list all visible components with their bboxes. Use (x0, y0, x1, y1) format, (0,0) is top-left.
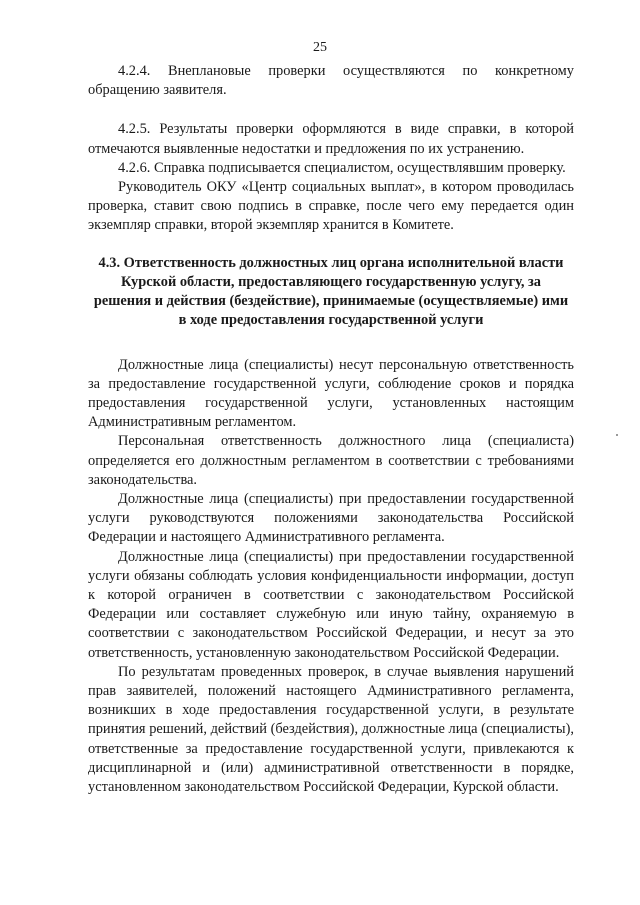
scan-artifact (616, 434, 618, 436)
paragraph-legislation-guidance: Должностные лица (специалисты) при предоставлении государственной услуги руководствуются положениями законодательства Российской Федерации и настоящего Административного регламента. (88, 491, 574, 546)
paragraph-disciplinary: По результатам проведенных проверок, в случае выявления нарушений прав заявителей, положений настоящего Административного регламента, возникших в ходе предоставления государственной услуги, в результате принятия решений, действий (бездействия), должностные лица (специалисты), ответственные за предоставление государственной услуги, привлекаются к дисциплинарной и (или) административной ответственности в порядке, установленном законодательством Российской Федерации, Курской области. (88, 663, 574, 796)
paragraph-personal-responsibility: Персональная ответственность должностного лица (специалиста) определяется его должностным регламентом в соответствии с требованиями законодательства. (88, 433, 574, 488)
paragraph-responsibility: Должностные лица (специалисты) несут персональную ответственность за предоставление государственной услуги, соблюдение сроков и порядка предоставления государственной услуги, установленных настоящим Административным регламентом. (88, 356, 574, 431)
section-heading-4-3: 4.3. Ответственность должностных лиц органа исполнительной власти Курской области, предоставляющего государственную услугу, за решения и действия (бездействие), принимаемые (осуществляемые) ими в ходе предоставления государственной услуги (93, 254, 569, 328)
paragraph-confidentiality: Должностные лица (специалисты) при предоставлении государственной услуги обязаны соблюдать условия конфиденциальности информации, доступ к которой ограничен в соответствии с законодательством Российской Федерации или составляет служебную или иную тайну, охраняемую в соответствии с законодательством Российской Федерации, и несут за это ответственность, установленную законодательством Российской Федерации. (88, 548, 574, 661)
document-body (88, 62, 574, 797)
paragraph-4-2-5: 4.2.5. Результаты проверки оформляются в виде справки, в которой отмечаются выявленные недостатки и предложения по их устранению. (88, 121, 574, 157)
page-number: 25 (313, 40, 327, 55)
paragraph-4-2-6: 4.2.6. Справка подписывается специалистом, осуществлявшим проверку. (118, 159, 566, 176)
paragraph-head-signature: Руководитель ОКУ «Центр социальных выплат», в котором проводилась проверка, ставит свою подпись в справке, после чего ему передается один экземпляр справки, второй экземпляр хранится в Комитете. (88, 179, 574, 234)
paragraph-4-2-4: 4.2.4. Внеплановые проверки осуществляются по конкретному обращению заявителя. (88, 63, 574, 99)
